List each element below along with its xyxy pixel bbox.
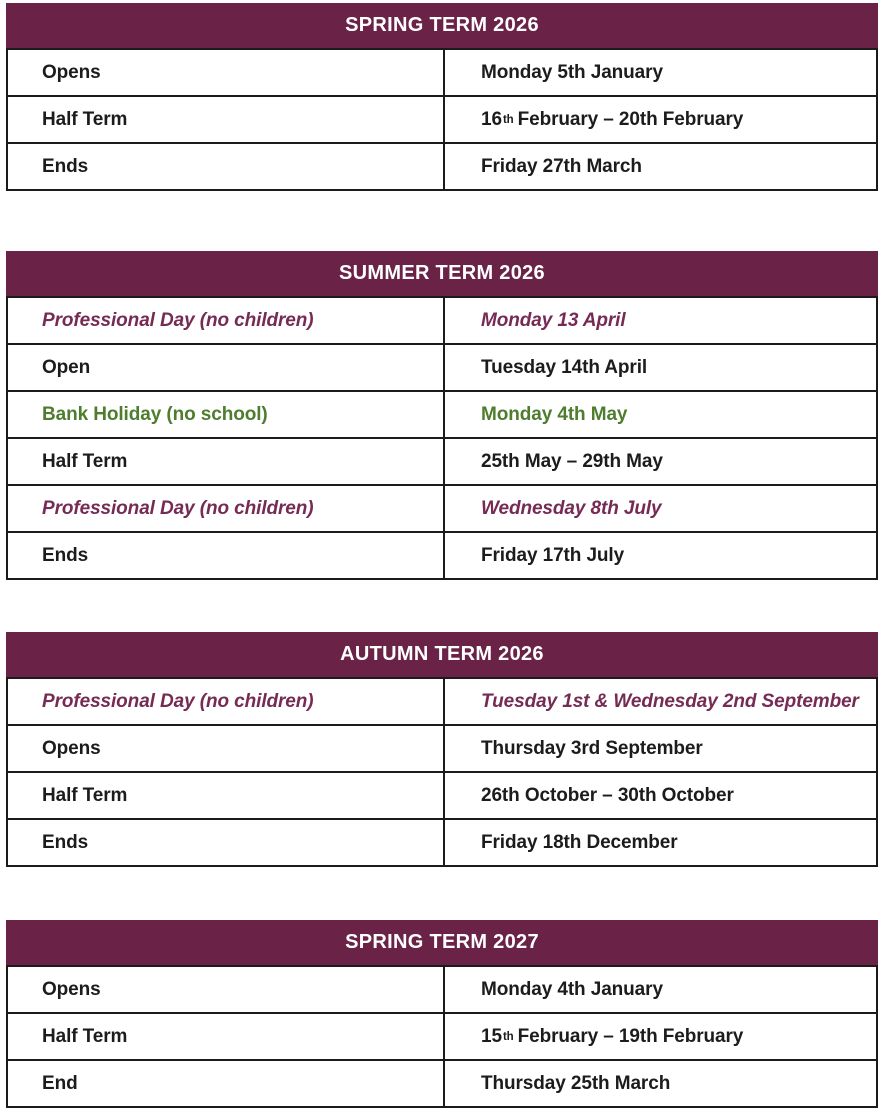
table-row bbox=[8, 771, 876, 818]
date-text-rest: February – 19th February bbox=[517, 1025, 744, 1047]
row-label: Opens bbox=[8, 726, 445, 771]
table-row bbox=[8, 390, 876, 437]
row-date bbox=[445, 820, 876, 865]
table-row bbox=[8, 1012, 876, 1059]
row-label: Ends bbox=[8, 820, 445, 865]
term-body bbox=[6, 48, 878, 191]
date-text: Tuesday 1st & Wednesday 2nd September bbox=[481, 690, 859, 712]
term-title: AUTUMN TERM 2026 bbox=[6, 632, 878, 677]
row-label: Bank Holiday (no school) bbox=[8, 392, 445, 437]
table-row bbox=[8, 50, 876, 95]
row-date bbox=[445, 50, 876, 95]
table-row bbox=[8, 531, 876, 578]
table-row bbox=[8, 437, 876, 484]
table-row bbox=[8, 679, 876, 724]
row-label: Half Term bbox=[8, 97, 445, 142]
term-table bbox=[6, 251, 878, 580]
date-text: 26th October – 30th October bbox=[481, 784, 734, 806]
term-body bbox=[6, 296, 878, 580]
table-row bbox=[8, 298, 876, 343]
row-date: 15 th February – 19th February bbox=[481, 1025, 744, 1047]
date-text-rest: February – 20th February bbox=[517, 108, 744, 130]
date-text: Monday 4th January bbox=[481, 978, 663, 1000]
term-body bbox=[6, 677, 878, 867]
row-label: Professional Day (no children) bbox=[8, 679, 445, 724]
date-text: Friday 18th December bbox=[481, 831, 678, 853]
date-text: Tuesday 14th April bbox=[481, 356, 648, 378]
table-row bbox=[8, 343, 876, 390]
row-label: Ends bbox=[8, 533, 445, 578]
date-text: Monday 4th May bbox=[481, 403, 628, 425]
table-row bbox=[8, 1059, 876, 1106]
date-text: Friday 17th July bbox=[481, 544, 625, 566]
term-body bbox=[6, 965, 878, 1108]
row-date bbox=[445, 486, 876, 531]
table-row bbox=[8, 95, 876, 142]
date-text: 15 bbox=[481, 1025, 502, 1047]
date-text: Monday 13 April bbox=[481, 309, 626, 331]
row-date bbox=[445, 533, 876, 578]
row-label: Opens bbox=[8, 50, 445, 95]
date-text: Monday 5th January bbox=[481, 61, 663, 83]
row-date bbox=[445, 1061, 876, 1106]
row-date bbox=[445, 392, 876, 437]
row-label: Professional Day (no children) bbox=[8, 298, 445, 343]
term-title: SUMMER TERM 2026 bbox=[6, 251, 878, 296]
term-table bbox=[6, 3, 878, 191]
row-label: Ends bbox=[8, 144, 445, 189]
row-date bbox=[445, 967, 876, 1012]
table-row bbox=[8, 142, 876, 189]
row-date bbox=[445, 439, 876, 484]
date-text: Thursday 25th March bbox=[481, 1072, 671, 1094]
row-date bbox=[445, 726, 876, 771]
term-title: SPRING TERM 2026 bbox=[6, 3, 878, 48]
row-label: Half Term bbox=[8, 1014, 445, 1059]
row-date bbox=[445, 298, 876, 343]
table-row bbox=[8, 484, 876, 531]
row-date bbox=[445, 679, 876, 724]
row-label: End bbox=[8, 1061, 445, 1106]
date-text: Wednesday 8th July bbox=[481, 497, 662, 519]
term-title: SPRING TERM 2027 bbox=[6, 920, 878, 965]
row-date bbox=[445, 773, 876, 818]
date-text: 16 bbox=[481, 108, 502, 130]
row-label: Half Term bbox=[8, 773, 445, 818]
row-date bbox=[445, 345, 876, 390]
row-label: Open bbox=[8, 345, 445, 390]
date-text: 25th May – 29th May bbox=[481, 450, 663, 472]
row-label: Opens bbox=[8, 967, 445, 1012]
date-text: Friday 27th March bbox=[481, 155, 642, 177]
date-text: Thursday 3rd September bbox=[481, 737, 703, 759]
row-date bbox=[445, 144, 876, 189]
table-row bbox=[8, 724, 876, 771]
row-label: Half Term bbox=[8, 439, 445, 484]
table-row bbox=[8, 818, 876, 865]
table-row bbox=[8, 967, 876, 1012]
term-table bbox=[6, 632, 878, 867]
row-label: Professional Day (no children) bbox=[8, 486, 445, 531]
row-date: 16 th February – 20th February bbox=[481, 108, 744, 130]
term-table bbox=[6, 920, 878, 1108]
